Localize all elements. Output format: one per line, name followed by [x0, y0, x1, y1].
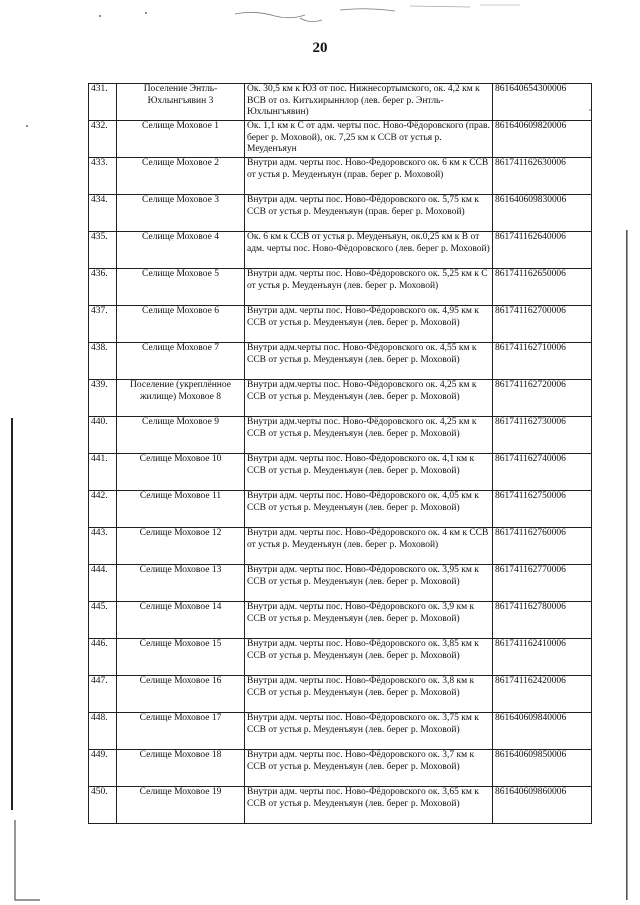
site-location: Ок. 1,1 км к С от адм. черты пос. Ново-Фёдоровского (прав. берег р. Моховой), ок. 7,25 км к ССВ от устья р. Меуденъяун	[245, 121, 493, 158]
table-row	[89, 565, 592, 602]
site-name: Селище Моховое 19	[117, 787, 245, 824]
site-location: Внутри адм.черты пос. Ново-Фёдоровского ок. 4,25 км к ССВ от устья р. Меуденъяун (лев. берег р. Моховой)	[245, 380, 493, 417]
site-name: Селище Моховое 4	[117, 232, 245, 269]
site-name: Селище Моховое 16	[117, 676, 245, 713]
row-number: 432.	[89, 121, 117, 158]
table-row	[89, 676, 592, 713]
row-number: 431.	[89, 84, 117, 121]
site-name: Селище Моховое 6	[117, 306, 245, 343]
row-number: 444.	[89, 565, 117, 602]
registry-code: 861640654300006	[493, 84, 592, 121]
row-number: 442.	[89, 491, 117, 528]
table-row	[89, 528, 592, 565]
table-row	[89, 195, 592, 232]
registry-code: 861640609830006	[493, 195, 592, 232]
table-row	[89, 454, 592, 491]
site-location: Внутри адм. черты пос. Ново-Фёдоровского ок. 3,7 км к ССВ от устья р. Меуденъяун (лев. берег р. Моховой)	[245, 750, 493, 787]
registry-code: 861741162730006	[493, 417, 592, 454]
registry-code: 861741162420006	[493, 676, 592, 713]
row-number: 433.	[89, 158, 117, 195]
row-number: 446.	[89, 639, 117, 676]
registry-code: 861640609860006	[493, 787, 592, 824]
registry-code: 861741162750006	[493, 491, 592, 528]
table-row	[89, 269, 592, 306]
site-location: Внутри адм. черты пос. Ново-Фёдоровского ок. 3,8 км к ССВ от устья р. Меуденъяун (лев. берег р. Моховой)	[245, 676, 493, 713]
site-location: Внутри адм. черты пос. Ново-Фёдоровского ок. 5,75 км к ССВ от устья р. Меуденъяун (прав. берег р. Моховой)	[245, 195, 493, 232]
page-number: 20	[312, 40, 328, 56]
site-location: Внутри адм. черты пос. Ново-Фёдоровского ок. 3,9 км к ССВ от устья р. Меуденъяун (лев. берег р. Моховой)	[245, 602, 493, 639]
table-row	[89, 84, 592, 121]
site-name: Поселение Энтль-Юхлынгъявин 3	[117, 84, 245, 121]
table-row	[89, 306, 592, 343]
table-row	[89, 713, 592, 750]
table-row	[89, 158, 592, 195]
site-location: Внутри адм. черты пос. Ново-Фёдоровского ок. 4,05 км к ССВ от устья р. Меуденъяун (лев. берег р. Моховой)	[245, 491, 493, 528]
table-row	[89, 121, 592, 158]
table-row	[89, 639, 592, 676]
registry-code: 861741162720006	[493, 380, 592, 417]
site-location: Внутри адм. черты пос. Ново-Фёдоровского ок. 3,65 км к ССВ от устья р. Меуденъяун (лев. берег р. Моховой)	[245, 787, 493, 824]
site-name: Селище Моховое 15	[117, 639, 245, 676]
site-location: Внутри адм. черты пос. Ново-Фёдоровского ок. 3,95 км к ССВ от устья р. Меуденъяун (лев. берег р. Моховой)	[245, 565, 493, 602]
registry-code: 861741162740006	[493, 454, 592, 491]
registry-code: 861741162700006	[493, 306, 592, 343]
row-number: 445.	[89, 602, 117, 639]
table-row	[89, 380, 592, 417]
site-location: Внутри адм. черты пос. Ново-Фёдоровского ок. 4 км к ССВ от устья р. Меуденъяун (лев. берег р. Моховой)	[245, 528, 493, 565]
site-location: Внутри адм.черты пос. Ново-Фёдоровского ок. 4,55 км к ССВ от устья р. Меуденъяун (лев. берег р. Моховой)	[245, 343, 493, 380]
row-number: 437.	[89, 306, 117, 343]
site-location: Внутри адм. черты пос. Ново-Федоровского ок. 6 км к ССВ от устья р. Меуденъяун (прав. берег р. Моховой)	[245, 158, 493, 195]
table-row	[89, 343, 592, 380]
site-name: Селище Моховое 7	[117, 343, 245, 380]
row-number: 436.	[89, 269, 117, 306]
table-row	[89, 232, 592, 269]
registry-code: 861640609820006	[493, 121, 592, 158]
row-number: 443.	[89, 528, 117, 565]
site-name: Селище Моховое 17	[117, 713, 245, 750]
site-name: Селище Моховое 18	[117, 750, 245, 787]
row-number: 438.	[89, 343, 117, 380]
row-number: 439.	[89, 380, 117, 417]
registry-code: 861640609840006	[493, 713, 592, 750]
monument-registry-table	[88, 83, 592, 824]
table-row	[89, 417, 592, 454]
site-name: Селище Моховое 10	[117, 454, 245, 491]
row-number: 434.	[89, 195, 117, 232]
site-location: Внутри адм. черты пос. Ново-Фёдоровского ок. 3,85 км к ССВ от устья р. Меуденъяун (лев. берег р. Моховой)	[245, 639, 493, 676]
site-name: Селище Моховое 13	[117, 565, 245, 602]
site-name: Селище Моховое 5	[117, 269, 245, 306]
site-location: Ок. 30,5 км к ЮЗ от пос. Нижнесортымского, ок. 4,2 км к ВСВ от оз. Китъхирыннлор (лев. берег р. Энтль-Юхлынгъявин)	[245, 84, 493, 121]
table-row	[89, 750, 592, 787]
registry-code: 861741162760006	[493, 528, 592, 565]
table-row	[89, 602, 592, 639]
row-number: 450.	[89, 787, 117, 824]
site-location: Внутри адм. черты пос. Ново-Фёдоровского ок. 3,75 км к ССВ от устья р. Меуденъяун (лев. берег р. Моховой)	[245, 713, 493, 750]
registry-code: 861741162410006	[493, 639, 592, 676]
site-name: Поселение (укреплённое жилище) Моховое 8	[117, 380, 245, 417]
row-number: 448.	[89, 713, 117, 750]
registry-code: 861640609850006	[493, 750, 592, 787]
registry-code: 861741162710006	[493, 343, 592, 380]
registry-code: 861741162650006	[493, 269, 592, 306]
site-location: Внутри адм.черты пос. Ново-Фёдоровского ок. 4,25 км к ССВ от устья р. Меуденъяун (лев. берег р. Моховой)	[245, 417, 493, 454]
registry-code: 861741162630006	[493, 158, 592, 195]
site-location: Внутри адм. черты пос. Ново-Фёдоровского ок. 5,25 км к С от устья р. Меуденъяун (лев. берег р. Моховой)	[245, 269, 493, 306]
row-number: 441.	[89, 454, 117, 491]
table-row	[89, 491, 592, 528]
site-name: Селище Моховое 3	[117, 195, 245, 232]
registry-code: 861741162770006	[493, 565, 592, 602]
row-number: 447.	[89, 676, 117, 713]
table-row	[89, 787, 592, 824]
site-name: Селище Моховое 2	[117, 158, 245, 195]
site-name: Селище Моховое 1	[117, 121, 245, 158]
table-body	[89, 84, 592, 824]
row-number: 435.	[89, 232, 117, 269]
site-location: Внутри адм. черты пос. Ново-Фёдоровского ок. 4,1 км к ССВ от устья р. Меуденъяун (лев. берег р. Моховой)	[245, 454, 493, 491]
site-name: Селище Моховое 12	[117, 528, 245, 565]
row-number: 449.	[89, 750, 117, 787]
registry-code: 861741162780006	[493, 602, 592, 639]
site-name: Селище Моховое 9	[117, 417, 245, 454]
registry-code: 861741162640006	[493, 232, 592, 269]
site-name: Селище Моховое 14	[117, 602, 245, 639]
site-location: Внутри адм. черты пос. Ново-Фёдоровского ок. 4,95 км к ССВ от устья р. Меуденъяун (лев. берег р. Моховой)	[245, 306, 493, 343]
site-name: Селище Моховое 11	[117, 491, 245, 528]
site-location: Ок. 6 км к ССВ от устья р. Меуденъяун, ок.0,25 км к В от адм. черты пос. Ново-Фёдоровского (лев. берег р. Моховой)	[245, 232, 493, 269]
row-number: 440.	[89, 417, 117, 454]
